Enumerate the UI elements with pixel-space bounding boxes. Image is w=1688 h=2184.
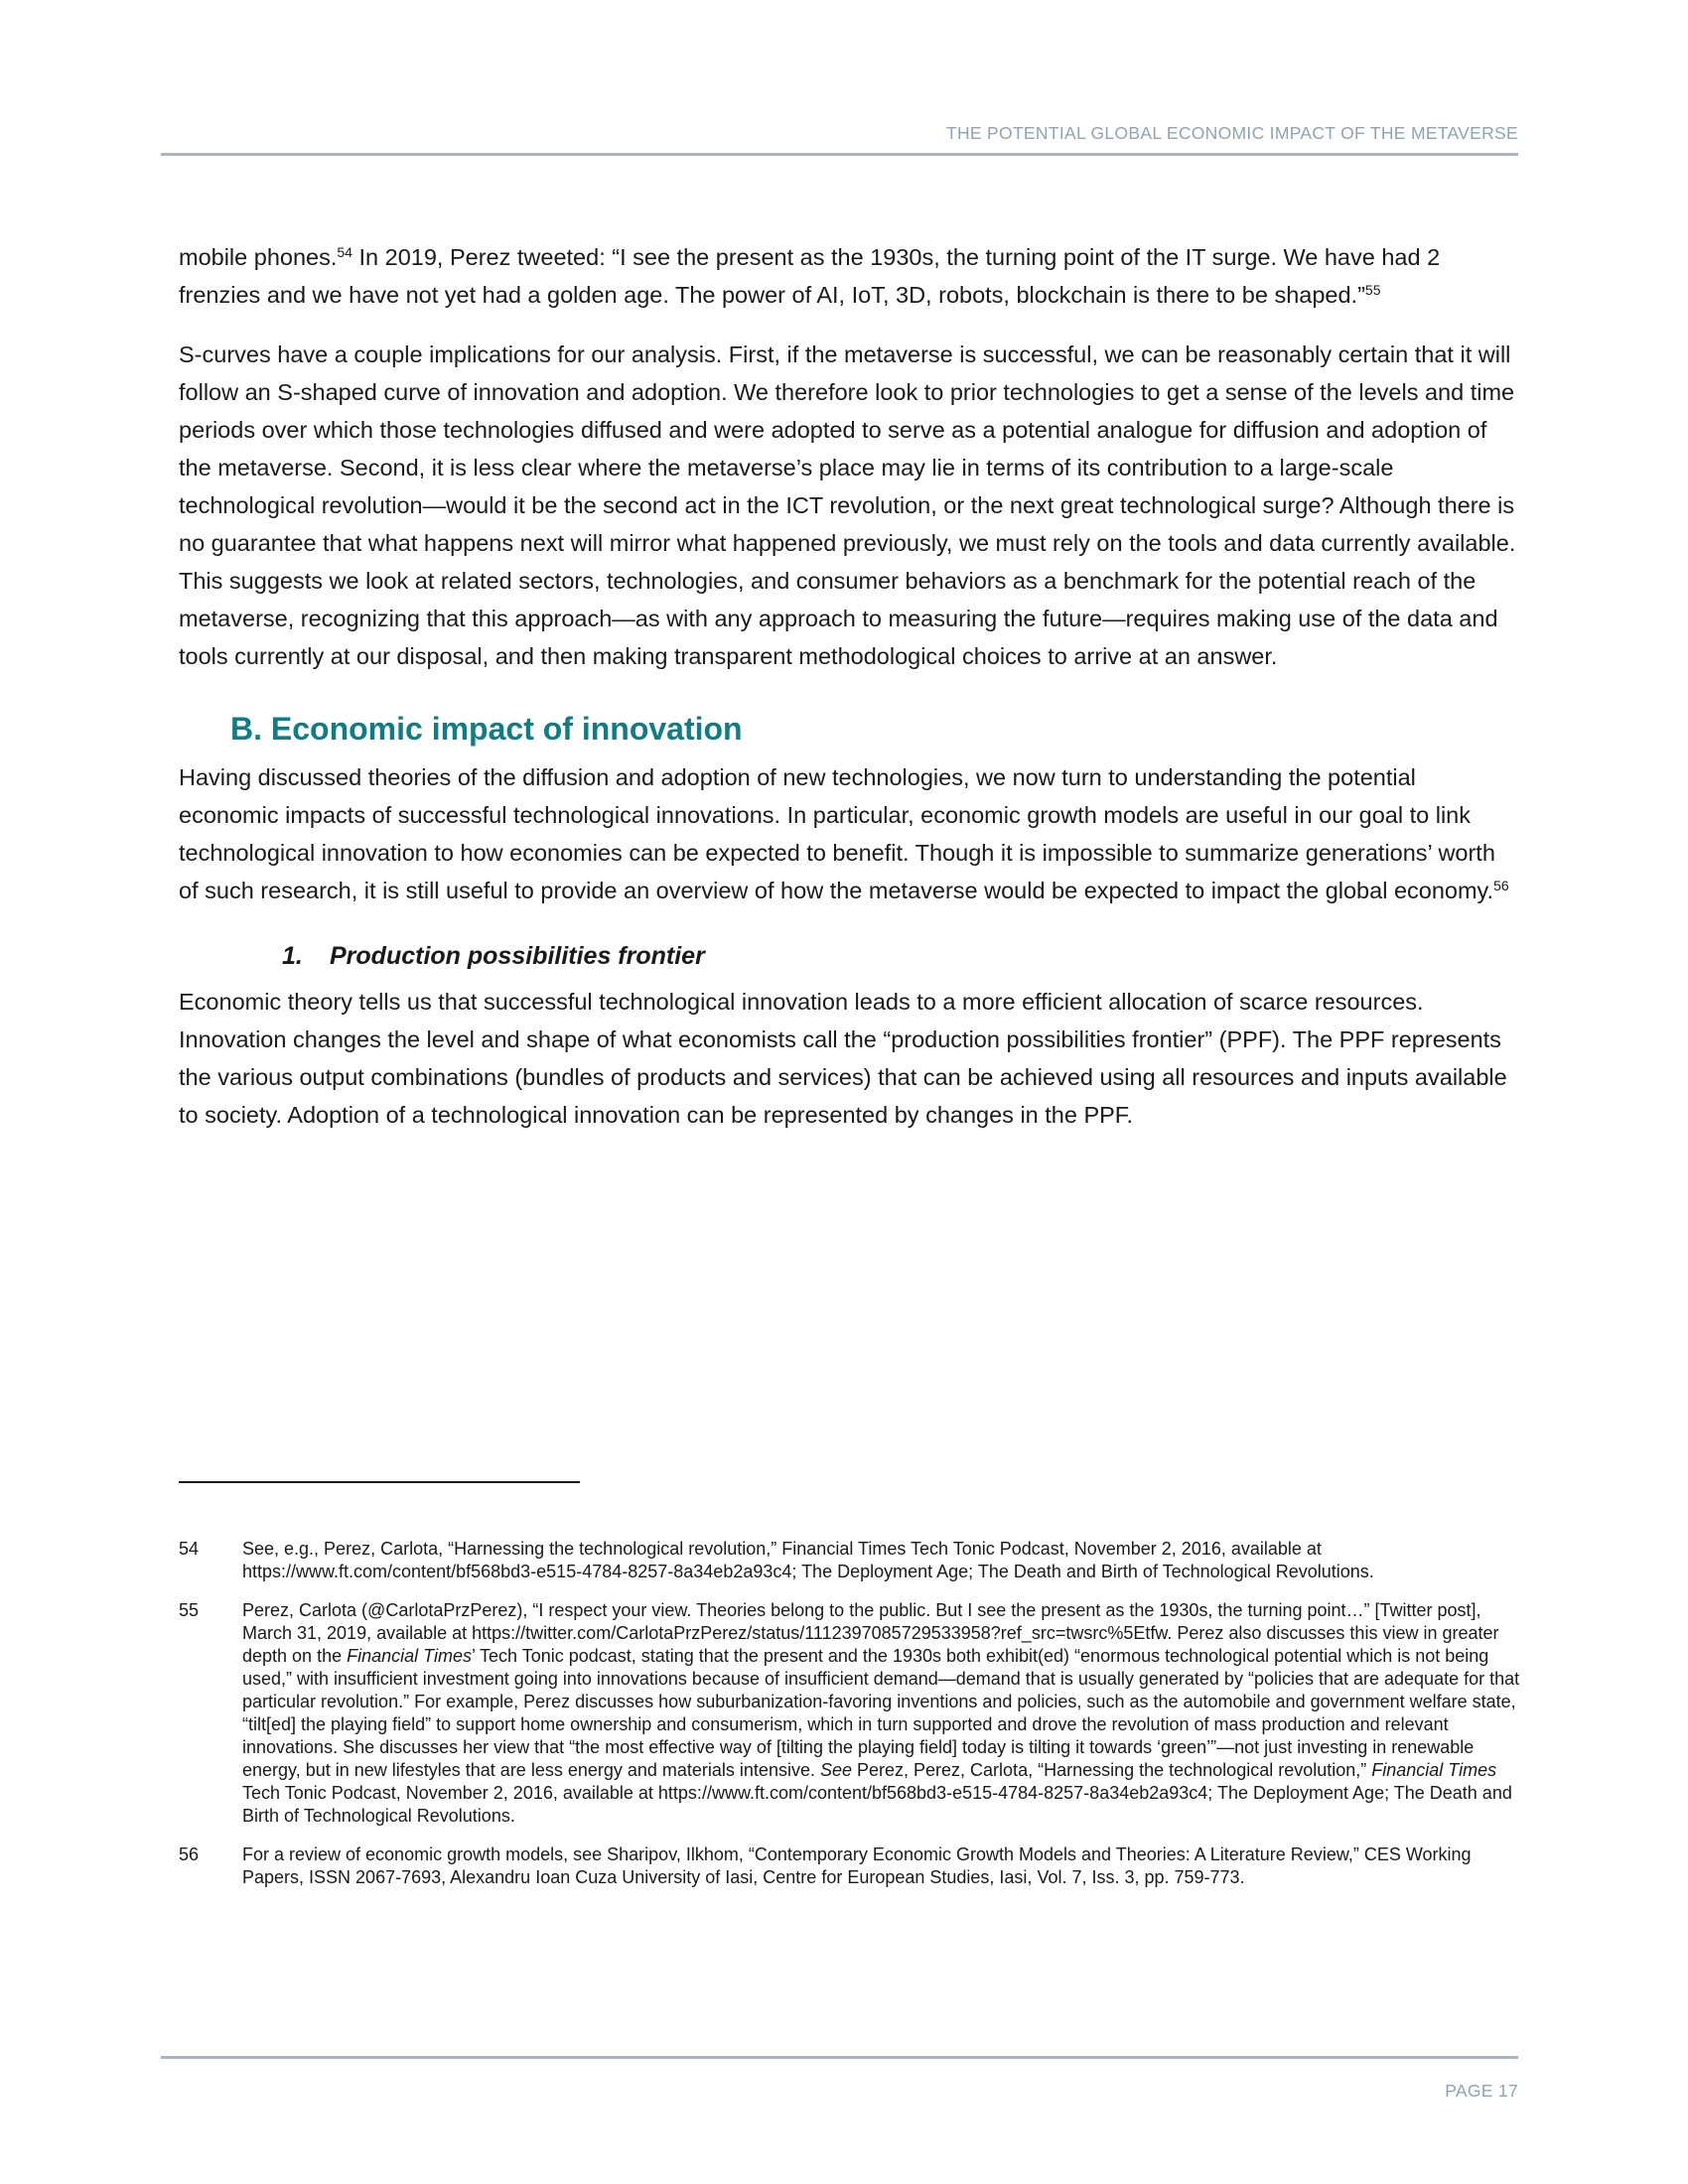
footnote-ref-55[interactable]: 55 bbox=[1364, 282, 1381, 298]
footnote-ref-54[interactable]: 54 bbox=[337, 244, 352, 260]
footnote-55-italic-1: Financial Times bbox=[347, 1646, 472, 1666]
footnote-separator bbox=[179, 1481, 580, 1483]
footnote-55 bbox=[179, 1599, 1521, 1828]
footnote-text: See, e.g., Perez, Carlota, “Harnessing the technological revolution,” Financial Times Tech Tonic Podcast, November 2, 2016, available at https://www.ft.com/content/bf568bd3-e515-4784-8257-8a34eb2a93c4; The Deployment Age; The Death and Birth of Technological Revolutions. bbox=[242, 1539, 1374, 1581]
header-rule bbox=[161, 153, 1518, 156]
footnote-ref-56[interactable]: 56 bbox=[1493, 878, 1509, 893]
body-text bbox=[179, 238, 1519, 1156]
footnote-text bbox=[242, 1599, 1521, 1828]
footnote-number: 55 bbox=[179, 1600, 200, 1620]
footnote-55-part-4: Tech Tonic Podcast, November 2, 2016, available at https://www.ft.com/content/bf568bd3-e515-4784-8257-8a34eb2a93c4; The Deployment Age; The Death and Birth of Technological Revolutions. bbox=[242, 1783, 1512, 1826]
footer-rule bbox=[161, 2056, 1518, 2059]
page-number: PAGE 17 bbox=[1445, 2081, 1518, 2101]
section-heading-b: B. Economic impact of innovation bbox=[230, 711, 743, 747]
footnote-55-part-1: Perez, Carlota (@CarlotaPrzPerez), “I respect your view. Theories belong to the public. But I see the present as the 1930s, the turning point…” [Twitter post], March 31, 2019, available at https://twitter.com/CarlotaPrzPerez/status/1112397085729533958?ref_src=twsrc%5Etfw. Perez also discusses this view in greater depth on the bbox=[242, 1600, 1499, 1666]
subsection-number: 1. bbox=[282, 942, 303, 970]
footnote-56 bbox=[179, 1843, 1521, 1889]
footnote-54 bbox=[179, 1538, 1521, 1583]
footnote-number: 54 bbox=[179, 1539, 200, 1559]
paragraph-1 bbox=[179, 238, 1519, 314]
paragraph-3-text: Having discussed theories of the diffusion and adoption of new technologies, we now turn to understanding the potential economic impacts of successful technological innovations. In particular, economic growth models are useful in our goal to link technological innovation to how economies can be expected to benefit. Though it is impossible to summarize generations’ worth of such research, it is still useful to provide an overview of how the metaverse would be expected to impact the global economy. bbox=[179, 764, 1495, 903]
subsection-heading-1 bbox=[282, 939, 1519, 973]
footnote-number: 56 bbox=[179, 1844, 200, 1864]
paragraph-2: S-curves have a couple implications for our analysis. First, if the metaverse is successful, we can be reasonably certain that it will follow an S-shaped curve of innovation and adoption. We therefore look to prior technologies to get a sense of the levels and time periods over which those technologies diffused and were adopted to serve as a potential analogue for diffusion and adoption of the metaverse. Second, it is less clear where the metaverse’s place may lie in terms of its contribution to a large-scale technological revolution—would it be the second act in the ICT revolution, or the next great technological surge? Although there is no guarantee that what happens next will mirror what happened previously, we must rely on the tools and data currently available. This suggests we look at related sectors, technologies, and consumer behaviors as a benchmark for the potential reach of the metaverse, recognizing that this approach—as with any approach to measuring the future—requires making use of the data and tools currently at our disposal, and then making transparent methodological choices to arrive at an answer. bbox=[179, 341, 1516, 669]
paragraph-1-text-b: In 2019, Perez tweeted: “I see the present as the 1930s, the turning point of the IT surge. We have had 2 frenzies and we have not yet had a golden age. The power of AI, IoT, 3D, robots, blockchain is there to be shaped.” bbox=[179, 244, 1441, 308]
footnote-55-part-2: ’ Tech Tonic podcast, stating that the present and the 1930s both exhibit(ed) “enormous technological potential which is not being used,” with insufficient investment going into innovations because of insufficient demand—demand that is usually generated by “policies that are adequate for that particular revolution.” For example, Perez discusses how suburbanization-favoring inventions and policies, such as the automobile and government welfare state, “tilt[ed] the playing field” to support home ownership and consumerism, which in turn supported and drove the revolution of mass production and relevant innovations. She discusses her view that “the most effective way of [tilting the playing field] today is tilting it towards ‘green’”—not just investing in renewable energy, but in new lifestyles that are less energy and materials intensive. bbox=[242, 1646, 1520, 1780]
running-header: THE POTENTIAL GLOBAL ECONOMIC IMPACT OF THE METAVERSE bbox=[946, 123, 1518, 143]
footnote-text: For a review of economic growth models, see Sharipov, Ilkhom, “Contemporary Economic Growth Models and Theories: A Literature Review,” CES Working Papers, ISSN 2067-7693, Alexandru Ioan Cuza University of Iasi, Centre for European Studies, Iasi, Vol. 7, Iss. 3, pp. 759-773. bbox=[242, 1844, 1472, 1887]
footnote-55-italic-2: See bbox=[819, 1760, 852, 1780]
footnotes bbox=[179, 1538, 1521, 1905]
paragraph-3 bbox=[179, 758, 1519, 909]
footnote-55-part-3: Perez, Perez, Carlota, “Harnessing the technological revolution,” bbox=[852, 1760, 1372, 1780]
paragraph-1-text-a: mobile phones. bbox=[179, 244, 338, 270]
footnote-55-italic-3: Financial Times bbox=[1371, 1760, 1497, 1780]
paragraph-4: Economic theory tells us that successful technological innovation leads to a more efficient allocation of scarce resources. Innovation changes the level and shape of what economists call the “production possibilities frontier” (PPF). The PPF represents the various output combinations (bundles of products and services) that can be achieved using all resources and inputs available to society. Adoption of a technological innovation can be represented by changes in the PPF. bbox=[179, 989, 1507, 1128]
subsection-title: Production possibilities frontier bbox=[330, 942, 705, 970]
